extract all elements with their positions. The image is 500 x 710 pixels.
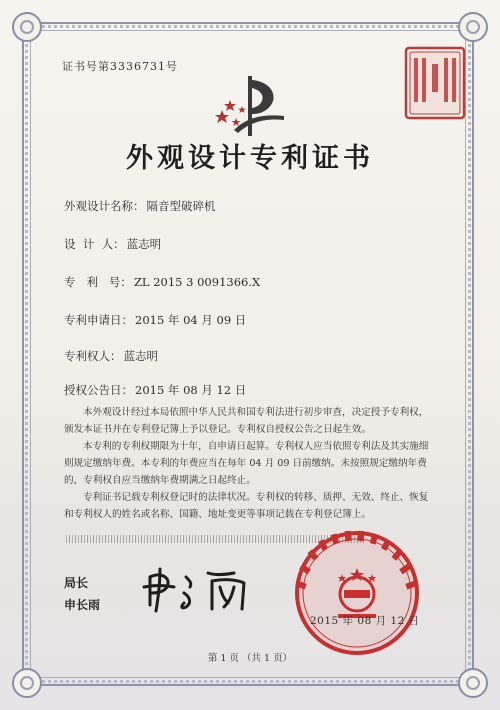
announcement-date-value: 2015 年 08 月 12 日 — [135, 383, 247, 397]
patentee-label: 专利权人： — [64, 349, 122, 363]
designer-label: 设 计 人： — [64, 237, 125, 251]
official-seal — [292, 528, 422, 658]
patent-number-row — [64, 274, 260, 290]
patentee-row — [64, 348, 158, 364]
patent-office-logo-icon — [208, 70, 288, 142]
patent-number-value: ZL 2015 3 0091366.X — [133, 275, 261, 289]
certificate-number: 证书号第3336731号 — [62, 60, 178, 73]
director-title: 局长 — [64, 576, 89, 590]
corner-ornament-icon — [458, 668, 488, 698]
director-name: 申长雨 — [64, 598, 101, 612]
corner-ornament-icon — [12, 12, 42, 42]
patent-number-label: 专 利 号： — [64, 275, 132, 289]
design-name-row — [64, 198, 216, 214]
corner-ornament-icon — [12, 668, 42, 698]
director-signature — [140, 563, 260, 615]
body-paragraph-3: 专利证书记载专利权登记时的法律状况。专利权的转移、质押、无效、终止、恢复和专利权人的姓名或名称、国籍、地址变更等事项记载在专利登记簿上。 — [64, 492, 429, 520]
patentee-value: 蓝志明 — [123, 349, 158, 363]
seal-date: 2015 年 08 月 12 日 — [310, 615, 420, 627]
body-paragraph-1: 本外观设计经过本局依照中华人民共和国专利法进行初步审查，决定授予专利权，颁发本证书并在专利登记簿上予以登记。专利权自授权公告之日起生效。 — [64, 407, 429, 435]
design-name-value: 隔音型破碎机 — [146, 199, 216, 213]
announcement-date-row — [64, 382, 246, 398]
design-name-label: 外观设计名称： — [64, 199, 145, 213]
page-number: 第 1 页 （共 1 页） — [207, 653, 293, 664]
regional-office-stamp — [404, 46, 466, 120]
body-paragraph-2: 本专利的专利权期限为十年，自申请日起算。专利权人应当依照专利法及其实施细则规定缴纳年费。本专利的年费应当在每年 04 月 09 日前缴纳。未按照规定缴纳年费的，专利权自应当缴纳年费期满之日起终止。 — [64, 441, 429, 486]
application-date-label: 专利申请日： — [64, 313, 133, 327]
application-date-row — [64, 312, 246, 328]
announcement-date-label: 授权公告日： — [64, 383, 133, 397]
designer-value: 蓝志明 — [126, 237, 162, 251]
certificate-body — [64, 404, 434, 523]
designer-row — [64, 236, 161, 252]
corner-ornament-icon — [458, 12, 488, 42]
certificate-title: 外观设计专利证书 — [126, 143, 374, 174]
application-date-value: 2015 年 04 月 09 日 — [135, 313, 247, 327]
